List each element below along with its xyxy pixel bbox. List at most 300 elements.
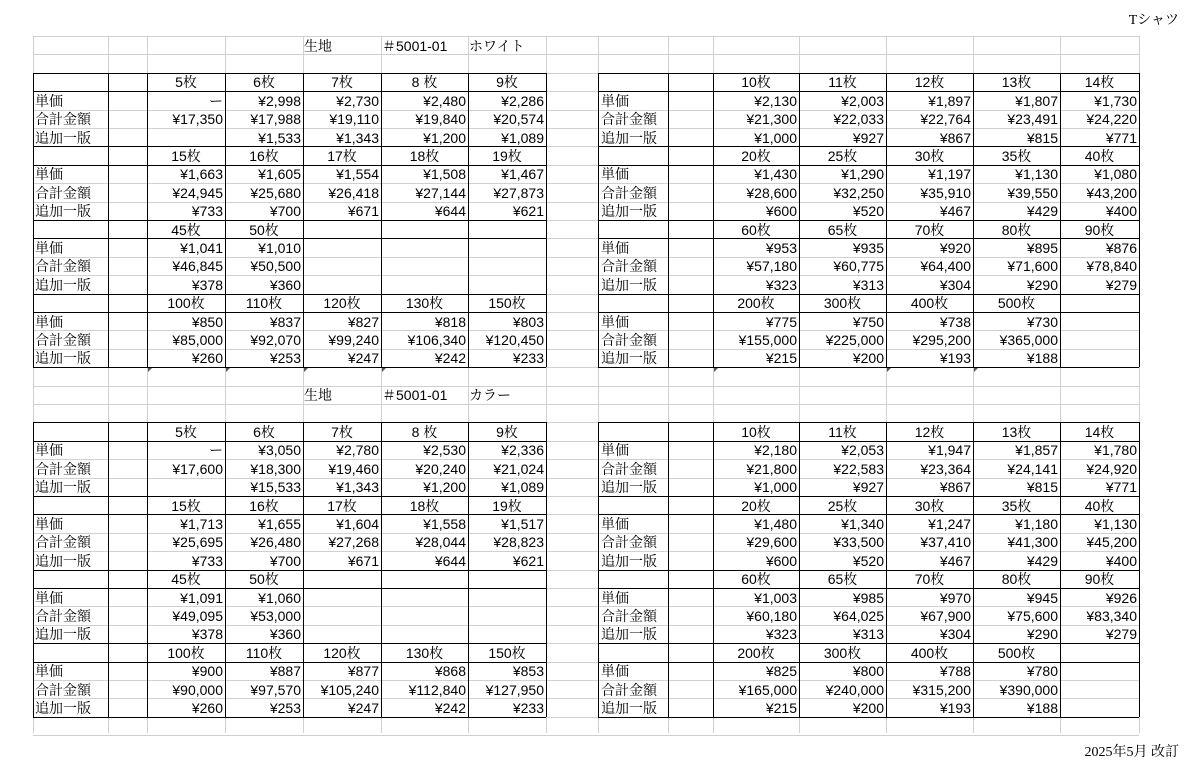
extra-plate-price-cell: ¥400: [1105, 552, 1137, 569]
table-border: [225, 73, 226, 147]
table-border: [33, 73, 546, 74]
table-border: [1139, 422, 1140, 496]
extra-plate-price-label: 追加一版: [601, 129, 657, 146]
quantity-header: 11枚: [828, 423, 857, 440]
extra-plate-price-cell: ¥429: [1026, 552, 1058, 569]
table-border: [668, 73, 669, 147]
table-border: [147, 570, 148, 644]
unit-price-label: 単価: [601, 166, 629, 183]
table-border: [468, 422, 469, 496]
extra-plate-price-cell: ¥644: [434, 203, 466, 220]
table-border: [799, 570, 800, 644]
unit-price-cell: ¥1,897: [928, 92, 971, 109]
extra-plate-price-cell: ¥188: [1026, 350, 1058, 367]
quantity-header: 13枚: [1001, 423, 1032, 440]
unit-price-cell: ¥730: [1026, 313, 1058, 330]
unit-price-label: 単価: [35, 92, 63, 109]
table-border: [598, 73, 599, 147]
table-border: [33, 165, 546, 166]
table-border: [108, 422, 109, 496]
total-amount-cell: ¥37,410: [920, 534, 971, 551]
table-border: [381, 220, 382, 294]
table-border: [668, 570, 669, 644]
table-border: [33, 441, 546, 442]
table-border: [303, 294, 304, 368]
extra-plate-price-label: 追加一版: [35, 479, 91, 496]
table-border: [598, 367, 1139, 368]
table-border: [303, 643, 304, 717]
table-border: [713, 422, 714, 496]
unit-price-cell: ¥750: [852, 313, 884, 330]
table-border: [147, 146, 148, 220]
unit-price-label: 単価: [601, 442, 629, 459]
extra-plate-price-cell: ¥378: [191, 626, 223, 643]
extra-plate-price-label: 追加一版: [601, 699, 657, 716]
table-border: [668, 220, 669, 294]
table-border: [33, 422, 546, 423]
total-amount-label: 合計金額: [601, 534, 657, 551]
quantity-header: 5枚: [175, 423, 197, 440]
table-border: [303, 146, 304, 220]
table-border: [147, 294, 148, 368]
table-border: [598, 91, 1139, 92]
quantity-header: 90枚: [1084, 221, 1115, 238]
quantity-header: 130枚: [405, 295, 444, 312]
table-border: [303, 496, 304, 570]
table-border: [598, 238, 1139, 239]
unit-price-cell: ¥868: [434, 663, 466, 680]
table-border: [381, 73, 382, 147]
table-border: [598, 220, 599, 294]
unit-price-cell: ¥1,130: [1015, 166, 1058, 183]
table-border: [33, 570, 34, 644]
total-amount-cell: ¥50,500: [250, 258, 301, 275]
extra-plate-price-cell: ¥429: [1026, 203, 1058, 220]
extra-plate-price-cell: ¥467: [939, 203, 971, 220]
cell-comment-marker: [887, 368, 891, 372]
extra-plate-price-cell: ¥467: [939, 552, 971, 569]
quantity-header: 40枚: [1084, 147, 1115, 164]
extra-plate-price-cell: ¥279: [1105, 626, 1137, 643]
table-border: [468, 496, 469, 570]
table-border: [33, 717, 546, 718]
extra-plate-price-label: 追加一版: [601, 479, 657, 496]
extra-plate-price-cell: ¥313: [852, 276, 884, 293]
table-border: [713, 496, 714, 570]
doc-title: Tシャツ: [1128, 13, 1179, 28]
cell-comment-marker: [304, 368, 308, 372]
quantity-header: 11枚: [828, 74, 857, 91]
unit-price-cell: ¥985: [852, 589, 884, 606]
quantity-header: 15枚: [171, 147, 201, 164]
unit-price-cell: ¥1,430: [754, 166, 797, 183]
total-amount-cell: ¥41,300: [1007, 534, 1058, 551]
quantity-header: 150枚: [488, 644, 526, 661]
product-code: ＃5001-01: [382, 387, 448, 404]
total-amount-cell: ¥26,480: [250, 534, 301, 551]
unit-price-cell: ¥827: [347, 313, 379, 330]
total-amount-cell: ¥19,840: [415, 111, 466, 128]
extra-plate-price-cell: ¥304: [939, 276, 971, 293]
unit-price-cell: ¥2,180: [754, 442, 797, 459]
quantity-header: 200枚: [737, 295, 775, 312]
table-border: [546, 570, 547, 644]
total-amount-cell: ¥20,240: [415, 460, 466, 477]
quantity-header: 5枚: [175, 74, 197, 91]
unit-price-label: 単価: [601, 239, 629, 256]
cell-comment-marker: [974, 368, 978, 372]
total-amount-cell: ¥105,240: [320, 681, 379, 698]
quantity-header: 300枚: [823, 295, 862, 312]
extra-plate-price-cell: ¥733: [191, 203, 223, 220]
quantity-header: 70枚: [914, 571, 945, 588]
quantity-header: 45枚: [171, 571, 201, 588]
table-border: [886, 570, 887, 644]
grid-row-line: [33, 386, 1139, 387]
unit-price-cell: ¥1,780: [1094, 442, 1137, 459]
extra-plate-price-cell: ¥644: [434, 552, 466, 569]
fabric-label: 生地: [304, 37, 332, 54]
unit-price-cell: ¥970: [939, 589, 971, 606]
table-border: [1139, 73, 1140, 147]
total-amount-cell: ¥18,300: [250, 460, 301, 477]
table-border: [799, 496, 800, 570]
quantity-header: 30枚: [914, 147, 945, 164]
table-border: [468, 294, 469, 368]
table-border: [546, 146, 547, 220]
total-amount-cell: ¥43,200: [1086, 184, 1137, 201]
total-amount-cell: ¥295,200: [912, 331, 971, 348]
total-amount-cell: ¥390,000: [999, 681, 1058, 698]
table-border: [1060, 570, 1061, 644]
table-border: [598, 717, 1139, 718]
extra-plate-price-cell: ¥600: [765, 203, 797, 220]
quantity-header: 130枚: [405, 644, 444, 661]
total-amount-label: 合計金額: [601, 184, 657, 201]
total-amount-label: 合計金額: [35, 184, 91, 201]
quantity-header: 100枚: [167, 644, 205, 661]
unit-price-cell: ¥1,947: [928, 442, 971, 459]
unit-price-cell: ¥900: [191, 663, 223, 680]
table-border: [598, 643, 1139, 644]
table-border: [598, 146, 1139, 147]
extra-plate-price-cell: ¥360: [269, 276, 301, 293]
unit-price-cell: ¥2,336: [501, 442, 544, 459]
total-amount-cell: ¥45,200: [1086, 534, 1137, 551]
quantity-header: 50枚: [249, 221, 279, 238]
table-border: [33, 643, 34, 717]
table-border: [468, 643, 469, 717]
unit-price-cell: ¥2,530: [423, 442, 466, 459]
table-border: [713, 294, 714, 368]
extra-plate-price-cell: ¥304: [939, 626, 971, 643]
quantity-header: 40枚: [1084, 497, 1115, 514]
extra-plate-price-cell: ¥1,343: [336, 129, 379, 146]
table-border: [303, 570, 304, 644]
table-border: [598, 441, 1139, 442]
unit-price-cell: ¥877: [347, 663, 379, 680]
table-border: [598, 588, 1139, 589]
total-amount-cell: ¥99,240: [328, 331, 379, 348]
table-border: [33, 496, 34, 570]
total-amount-cell: ¥25,695: [172, 534, 223, 551]
table-border: [468, 146, 469, 220]
table-border: [799, 73, 800, 147]
cell-comment-marker: [226, 368, 230, 372]
total-amount-cell: ¥24,220: [1086, 111, 1137, 128]
table-border: [1060, 422, 1061, 496]
extra-plate-price-label: 追加一版: [35, 552, 91, 569]
extra-plate-price-cell: ¥1,000: [754, 129, 797, 146]
table-border: [598, 220, 1139, 221]
unit-price-cell: ¥800: [852, 663, 884, 680]
unit-price-cell: ¥1,558: [423, 515, 466, 532]
quantity-header: 19枚: [492, 497, 522, 514]
table-border: [546, 294, 547, 368]
total-amount-cell: ¥120,450: [485, 331, 544, 348]
table-border: [668, 422, 669, 496]
extra-plate-price-cell: ¥200: [852, 699, 884, 716]
table-border: [381, 496, 382, 570]
table-border: [33, 146, 34, 220]
quantity-header: 100枚: [167, 295, 205, 312]
table-border: [886, 643, 887, 717]
quantity-header: 6枚: [253, 423, 275, 440]
table-border: [33, 643, 546, 644]
quantity-header: 20枚: [741, 147, 771, 164]
table-border: [799, 220, 800, 294]
table-border: [546, 73, 547, 147]
total-amount-cell: ¥112,840: [408, 681, 466, 698]
quantity-header: 10枚: [741, 74, 771, 91]
table-border: [33, 294, 34, 368]
table-border: [598, 422, 599, 496]
quantity-header: 6枚: [253, 74, 275, 91]
table-border: [303, 220, 304, 294]
table-border: [381, 294, 382, 368]
table-border: [598, 570, 1139, 571]
extra-plate-price-cell: ¥927: [852, 129, 884, 146]
total-amount-cell: ¥24,945: [172, 184, 223, 201]
extra-plate-price-cell: ¥215: [765, 350, 797, 367]
table-border: [886, 220, 887, 294]
total-amount-cell: ¥22,033: [833, 111, 884, 128]
unit-price-cell: ¥920: [939, 239, 971, 256]
table-border: [598, 514, 1139, 515]
table-border: [381, 422, 382, 496]
table-border: [598, 294, 599, 368]
table-border: [33, 146, 546, 147]
table-border: [33, 514, 546, 515]
total-amount-cell: ¥22,583: [833, 460, 884, 477]
table-border: [598, 496, 599, 570]
table-border: [886, 294, 887, 368]
table-border: [381, 146, 382, 220]
table-border: [1139, 146, 1140, 220]
extra-plate-price-cell: ¥1,089: [501, 479, 544, 496]
quantity-header: 500枚: [997, 644, 1036, 661]
total-amount-cell: ¥19,460: [328, 460, 379, 477]
unit-price-cell: ¥2,730: [336, 92, 379, 109]
table-border: [546, 643, 547, 717]
extra-plate-price-cell: ¥15,533: [250, 479, 301, 496]
total-amount-cell: ¥85,000: [172, 331, 223, 348]
fabric-label: 生地: [304, 387, 332, 404]
quantity-header: 15枚: [171, 497, 201, 514]
table-border: [886, 496, 887, 570]
total-amount-cell: ¥24,920: [1086, 460, 1137, 477]
unit-price-label: 単価: [35, 442, 63, 459]
unit-price-label: 単価: [601, 589, 629, 606]
quantity-header: 30枚: [914, 497, 945, 514]
quantity-header: 10枚: [741, 423, 771, 440]
quantity-header: 70枚: [914, 221, 945, 238]
table-border: [598, 294, 1139, 295]
table-border: [303, 422, 304, 496]
quantity-header: 9枚: [496, 74, 518, 91]
quantity-header: 65枚: [827, 221, 858, 238]
total-amount-cell: ¥97,570: [250, 681, 301, 698]
total-amount-cell: ¥21,024: [493, 460, 544, 477]
table-border: [33, 570, 546, 571]
table-border: [886, 146, 887, 220]
quantity-header: 14枚: [1084, 423, 1115, 440]
table-border: [225, 146, 226, 220]
total-amount-cell: ¥39,550: [1007, 184, 1058, 201]
table-border: [1060, 496, 1061, 570]
table-border: [147, 73, 148, 147]
quantity-header: 12枚: [914, 423, 945, 440]
table-border: [713, 220, 714, 294]
quantity-header: 18枚: [409, 147, 440, 164]
extra-plate-price-label: 追加一版: [601, 276, 657, 293]
quantity-header: 400枚: [910, 295, 949, 312]
total-amount-cell: ¥67,900: [920, 607, 971, 624]
table-border: [225, 570, 226, 644]
extra-plate-price-cell: ¥323: [765, 626, 797, 643]
table-border: [598, 662, 1139, 663]
total-amount-cell: ¥92,070: [250, 331, 301, 348]
unit-price-cell: ¥788: [939, 663, 971, 680]
extra-plate-price-cell: ¥1,533: [258, 129, 301, 146]
total-amount-cell: ¥29,600: [746, 534, 797, 551]
total-amount-cell: ¥17,988: [250, 111, 301, 128]
total-amount-cell: ¥57,180: [746, 258, 797, 275]
extra-plate-price-cell: ¥378: [191, 276, 223, 293]
extra-plate-price-cell: ¥927: [852, 479, 884, 496]
total-amount-cell: ¥83,340: [1086, 607, 1137, 624]
extra-plate-price-cell: ¥193: [939, 350, 971, 367]
table-border: [598, 312, 1139, 313]
total-amount-cell: ¥25,680: [250, 184, 301, 201]
total-amount-cell: ¥28,044: [415, 534, 466, 551]
unit-price-cell: ¥738: [939, 313, 971, 330]
unit-price-cell: ¥1,290: [841, 166, 884, 183]
unit-price-cell: ¥1,340: [841, 515, 884, 532]
unit-price-cell: ¥935: [852, 239, 884, 256]
total-amount-label: 合計金額: [601, 258, 657, 275]
extra-plate-price-cell: ¥520: [852, 203, 884, 220]
total-amount-cell: ¥60,180: [746, 607, 797, 624]
unit-price-cell: ¥887: [269, 663, 301, 680]
total-amount-cell: ¥225,000: [825, 331, 884, 348]
unit-price-cell: ¥1,517: [501, 515, 544, 532]
unit-price-cell: ¥926: [1105, 589, 1137, 606]
table-border: [546, 496, 547, 570]
total-amount-cell: ¥64,025: [833, 607, 884, 624]
table-border: [147, 220, 148, 294]
table-border: [33, 220, 34, 294]
table-border: [108, 220, 109, 294]
extra-plate-price-cell: ¥200: [852, 350, 884, 367]
quantity-header: 14枚: [1084, 74, 1115, 91]
table-border: [33, 422, 34, 496]
extra-plate-price-cell: ¥520: [852, 552, 884, 569]
total-amount-cell: ¥53,000: [250, 607, 301, 624]
unit-price-cell: ー: [209, 442, 223, 459]
extra-plate-price-cell: ¥671: [347, 203, 379, 220]
unit-price-label: 単価: [35, 166, 63, 183]
total-amount-cell: ¥90,000: [172, 681, 223, 698]
table-border: [973, 220, 974, 294]
table-border: [1060, 643, 1061, 717]
table-border: [108, 73, 109, 147]
unit-price-cell: ¥2,480: [423, 92, 466, 109]
total-amount-cell: ¥23,491: [1007, 111, 1058, 128]
extra-plate-price-cell: ¥621: [512, 552, 544, 569]
extra-plate-price-cell: ¥1,000: [754, 479, 797, 496]
table-border: [225, 294, 226, 368]
table-border: [1139, 570, 1140, 644]
table-border: [33, 91, 546, 92]
extra-plate-price-cell: ¥290: [1026, 626, 1058, 643]
extra-plate-price-cell: ¥360: [269, 626, 301, 643]
quantity-header: 13枚: [1001, 74, 1032, 91]
table-border: [973, 643, 974, 717]
unit-price-cell: ¥1,554: [336, 166, 379, 183]
extra-plate-price-cell: ¥253: [269, 699, 301, 716]
quantity-header: 120枚: [323, 295, 361, 312]
quantity-header: 25枚: [827, 147, 858, 164]
extra-plate-price-cell: ¥215: [765, 699, 797, 716]
extra-plate-price-cell: ¥400: [1105, 203, 1137, 220]
table-border: [108, 146, 109, 220]
quantity-header: 17枚: [327, 497, 357, 514]
quantity-header: 19枚: [492, 147, 522, 164]
unit-price-cell: ¥1,130: [1094, 515, 1137, 532]
total-amount-cell: ¥27,268: [328, 534, 379, 551]
unit-price-cell: ¥818: [434, 313, 466, 330]
extra-plate-price-label: 追加一版: [601, 626, 657, 643]
quantity-header: 120枚: [323, 644, 361, 661]
extra-plate-price-cell: ¥1,200: [423, 479, 466, 496]
extra-plate-price-cell: ¥260: [191, 699, 223, 716]
quantity-header: 25枚: [827, 497, 858, 514]
table-border: [108, 496, 109, 570]
table-border: [468, 220, 469, 294]
quantity-header: 90枚: [1084, 571, 1115, 588]
unit-price-cell: ¥1,010: [258, 239, 301, 256]
table-border: [147, 496, 148, 570]
unit-price-cell: ¥1,180: [1015, 515, 1058, 532]
table-border: [1060, 294, 1061, 368]
table-border: [381, 570, 382, 644]
unit-price-cell: ¥775: [765, 313, 797, 330]
extra-plate-price-label: 追加一版: [35, 203, 91, 220]
unit-price-label: 単価: [35, 515, 63, 532]
total-amount-cell: ¥35,910: [920, 184, 971, 201]
table-border: [381, 643, 382, 717]
